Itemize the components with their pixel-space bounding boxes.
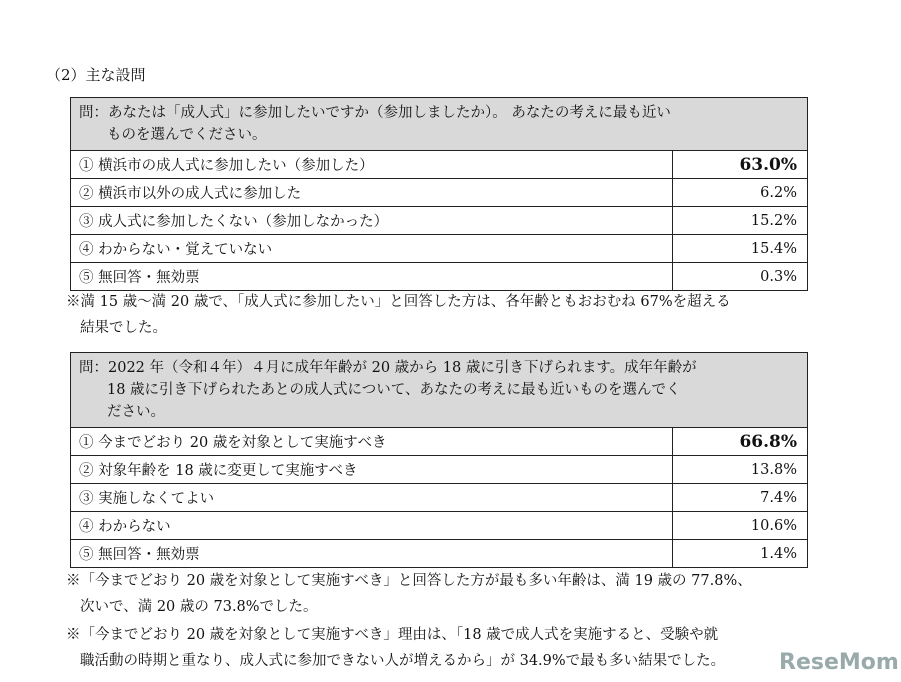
option-label: ③ 実施しなくてよい	[71, 484, 673, 512]
option-label: ④ わからない・覚えていない	[71, 235, 673, 263]
question-2-table	[70, 352, 808, 568]
table-row	[71, 235, 808, 263]
question-line: 18 歳に引き下げられたあとの成人式について、あなたの考えに最も近いものを選んでく	[107, 382, 681, 398]
question-1-text	[71, 98, 808, 151]
question-2-text	[71, 353, 808, 428]
option-label: ② 対象年齢を 18 歳に変更して実施すべき	[71, 456, 673, 484]
table-row	[71, 484, 808, 512]
question-line: 問：あなたは「成人式」に参加したいですか（参加しましたか）。 あなたの考えに最も近い	[79, 105, 671, 121]
option-value: 0.3%	[673, 263, 808, 291]
table-row	[71, 151, 808, 179]
table-row	[71, 263, 808, 291]
option-value: 10.6%	[673, 512, 808, 540]
question-line: ださい。	[107, 404, 165, 420]
option-label: ① 横浜市の成人式に参加したい（参加した）	[71, 151, 673, 179]
option-value: 15.4%	[673, 235, 808, 263]
option-value: 15.2%	[673, 207, 808, 235]
option-label: ① 今までどおり 20 歳を対象として実施すべき	[71, 428, 673, 456]
option-value: 6.2%	[673, 179, 808, 207]
note-line: ※「今までどおり 20 歳を対象として実施すべき」と回答した方が最も多い年齢は、満 19 歳の 77.8%、	[66, 573, 752, 589]
option-value: 66.8%	[673, 428, 808, 456]
note-line: ※満 15 歳～満 20 歳で、「成人式に参加したい」と回答した方は、各年齢ともおおむね 67%を超える	[66, 294, 731, 310]
note-line: ※「今までどおり 20 歳を対象として実施すべき」理由は、「18 歳で成人式を実施すると、受験や就	[66, 627, 719, 643]
question-2-note-2	[66, 622, 725, 674]
question-line: ものを選んでください。	[107, 127, 267, 143]
option-value: 1.4%	[673, 540, 808, 568]
option-label: ⑤ 無回答・無効票	[71, 263, 673, 291]
table-row	[71, 179, 808, 207]
option-label: ⑤ 無回答・無効票	[71, 540, 673, 568]
option-label: ④ わからない	[71, 512, 673, 540]
table-row	[71, 207, 808, 235]
table-row	[71, 512, 808, 540]
watermark-logo: ReseMom	[776, 650, 901, 675]
table-row	[71, 428, 808, 456]
option-label: ③ 成人式に参加したくない（参加しなかった）	[71, 207, 673, 235]
option-value: 63.0%	[673, 151, 808, 179]
option-value: 13.8%	[673, 456, 808, 484]
section-title: （2）主な設問	[46, 66, 146, 84]
table-row	[71, 456, 808, 484]
question-1-note	[66, 289, 731, 341]
note-line: 結果でした。	[80, 320, 167, 336]
option-label: ② 横浜市以外の成人式に参加した	[71, 179, 673, 207]
question-1-table	[70, 97, 808, 291]
note-line: 次いで、満 20 歳の 73.8%でした。	[80, 599, 318, 615]
option-value: 7.4%	[673, 484, 808, 512]
question-2-note-1	[66, 568, 752, 620]
question-line: 問：2022 年（令和４年）４月に成年年齢が 20 歳から 18 歳に引き下げられます。成年年齢が	[79, 360, 697, 376]
note-line: 職活動の時期と重なり、成人式に参加できない人が増えるから」が 34.9%で最も多い結果でした。	[80, 653, 726, 669]
table-row	[71, 540, 808, 568]
